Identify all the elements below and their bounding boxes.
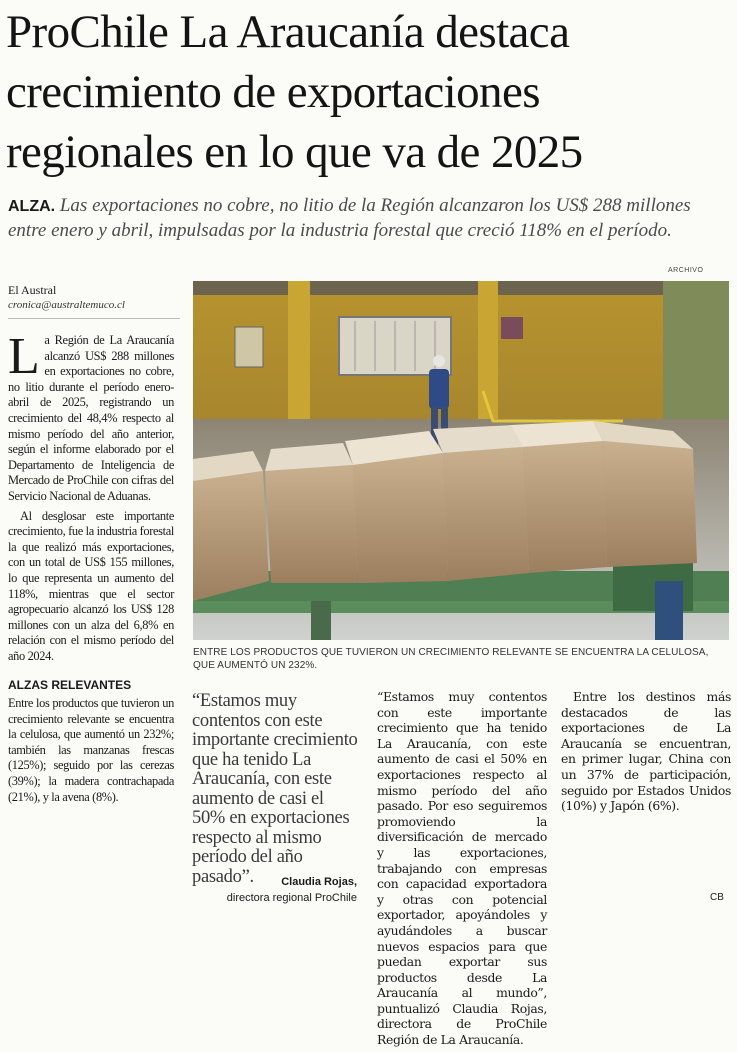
- body-paragraph-4: “Estamos muy contentos con este importante crecimiento que ha tenido La Araucanía, con este aumento de casi el 50% en exportaciones respecto al mismo período del año pasado. Por eso seguiremos promoviendo la diversificación de mercado y las exportaciones, trabajando con empresas con capacidad exportadora y otras con potencial exportador, apoyándoles y ayudándoles a buscar nuevos espacios para que puedan exportar sus productos desde La Araucanía al mundo”, puntualizó Claudia Rojas, directora de ProChile Región de La Araucanía.: [377, 689, 547, 1048]
- headline: ProChile La Araucanía destaca crecimiento de exportaciones regionales en lo que va de 2025: [6, 6, 583, 178]
- subhead-alzas: ALZAS RELEVANTES: [8, 678, 132, 693]
- byline-divider: [8, 318, 180, 319]
- end-mark: CB: [710, 892, 724, 903]
- photo-credit: ARCHIVO: [668, 267, 704, 274]
- body-column-1: [8, 328, 174, 809]
- body-paragraph-2: Al desglosar este importante crecimiento, fue la industria forestal la que realizó más exportaciones, con un total de US$ 155 millones, lo que representa un aumento del 118%, mientras que el sector agropecuario alcanzó los US$ 128 millones con un alza del 6,8% en relación con el mismo período del año 2024.: [8, 508, 174, 663]
- body-paragraph-1: a Región de La Araucanía alcanzó US$ 288 millones en exportaciones no cobre, no litio durante el período enero-abril de 2025, registrando un crecimiento del 48,4% respecto al mismo período del año anterior, según el informe elaborado por el Departamento de Inteligencia de Mercado de ProChile con cifras del Servicio Nacional de Aduanas.: [8, 333, 174, 503]
- pull-quote-role: directora regional ProChile: [226, 892, 357, 904]
- body-paragraph-3: Entre los productos que tuvieron un crecimiento relevante se encuentra la celulosa, que aumentó un 232%; también las manzanas frescas (125%); seguido por las cerezas (39%); la madera contrachapada (21%), y la avena (8%).: [8, 696, 174, 804]
- body-paragraph-5: Entre los destinos más destacados de las exportaciones de La Araucanía se encuentran, en primer lugar, China con un 37% de participación, seguido por Estados Unidos (10%) y Japón (6%).: [561, 689, 731, 814]
- pull-quote: “Estamos muy contentos con este importante crecimiento que ha tenido La Araucanía, con este aumento de casi el 50% en exportaciones respecto al mismo período del año pasado”.: [192, 691, 358, 887]
- byline-email: cronica@australtemuco.cl: [8, 299, 125, 311]
- body-column-3: [377, 689, 547, 1052]
- byline-name: El Austral: [8, 283, 57, 297]
- lead-text: Las exportaciones no cobre, no litio de la Región alcanzaron los US$ 288 millones entre enero y abril, impulsadas por la industria forestal que creció 118% en el período.: [8, 195, 691, 241]
- warehouse-photo: [193, 281, 729, 640]
- photo-caption: ENTRE LOS PRODUCTOS QUE TUVIERON UN CRECIMIENTO RELEVANTE SE ENCUENTRA LA CELULOSA, QUE AUMENTÓ UN 232%.: [193, 647, 709, 671]
- article-photo: [193, 281, 729, 640]
- lead-tag: ALZA.: [8, 198, 56, 215]
- pull-quote-name: Claudia Rojas,: [281, 876, 357, 888]
- body-column-4: [561, 689, 731, 818]
- drop-cap: L: [8, 328, 40, 385]
- lead-paragraph: [8, 194, 730, 243]
